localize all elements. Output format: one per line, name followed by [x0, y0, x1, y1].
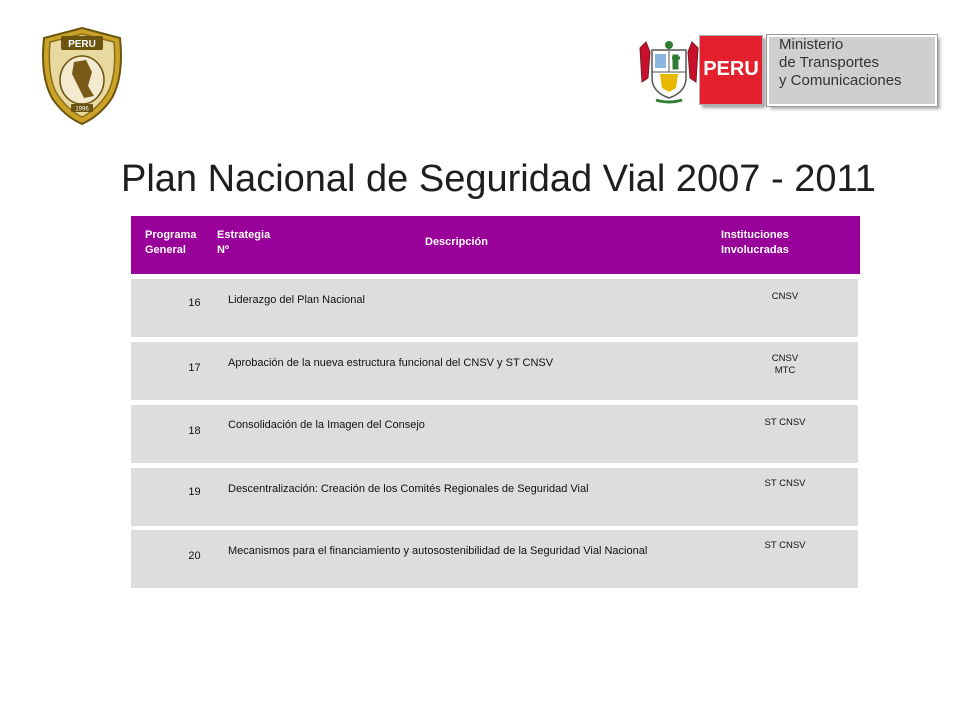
row-description: Liderazgo del Plan Nacional	[228, 294, 365, 306]
peru-label: PERU	[703, 58, 759, 80]
header-descripcion: Descripción	[425, 236, 488, 248]
header-instituciones: Instituciones Involucradas	[721, 229, 789, 256]
row-description: Descentralización: Creación de los Comités Regionales de Seguridad Vial	[228, 483, 589, 495]
table-row	[131, 530, 858, 588]
row-institutions: CNSV	[771, 291, 799, 302]
table-row	[131, 468, 858, 526]
page-title: Plan Nacional de Seguridad Vial 2007 - 2011	[121, 158, 876, 200]
row-number: 18	[188, 425, 201, 437]
table-row	[131, 279, 858, 337]
row-institutions: CNSV MTC	[771, 353, 799, 376]
row-number: 17	[188, 362, 201, 374]
header-estrategia: Estrategia Nº	[217, 229, 271, 256]
peru-label-box	[699, 35, 763, 105]
badge-text: PERU	[68, 39, 96, 50]
row-number: 19	[188, 486, 201, 498]
cnsv-logo	[38, 26, 126, 126]
row-number: 16	[188, 297, 201, 309]
ministry-line-1: Ministerio	[779, 36, 844, 53]
row-institutions: ST CNSV	[764, 417, 806, 428]
peru-coat-of-arms-icon	[636, 38, 702, 104]
ministry-label-box	[767, 35, 937, 106]
ministry-line-2: de Transportes	[779, 54, 880, 71]
row-institutions: ST CNSV	[764, 478, 806, 489]
row-description: Consolidación de la Imagen del Consejo	[228, 419, 425, 431]
row-description: Aprobación de la nueva estructura funcional del CNSV y ST CNSV	[228, 357, 554, 369]
row-institutions: ST CNSV	[764, 540, 806, 551]
table-header	[131, 216, 860, 274]
table-row	[131, 342, 858, 400]
header-programa: Programa General	[145, 229, 197, 256]
badge-year: 1996	[75, 106, 89, 113]
table-row	[131, 405, 858, 463]
ministry-line-3: y Comunicaciones	[779, 72, 902, 89]
row-description: Mecanismos para el financiamiento y autosostenibilidad de la Seguridad Vial Nacional	[228, 545, 648, 557]
row-number: 20	[188, 550, 201, 562]
